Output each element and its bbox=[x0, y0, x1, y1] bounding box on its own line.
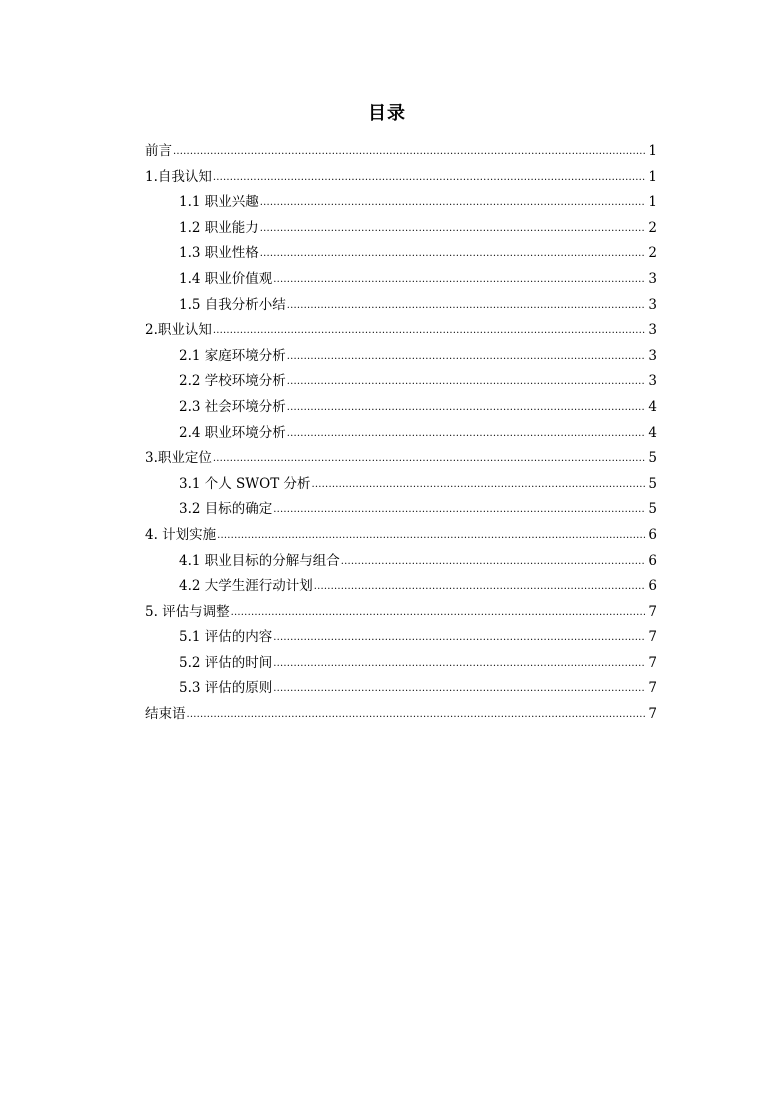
toc-entry[interactable] bbox=[145, 472, 657, 498]
toc-entry-label: 2.职业认知 bbox=[145, 322, 212, 339]
toc-entry[interactable] bbox=[145, 676, 657, 702]
toc-entry-page-number: 4 bbox=[648, 424, 657, 441]
toc-entry[interactable] bbox=[145, 446, 657, 472]
toc-entry-page-number: 5 bbox=[648, 501, 657, 518]
toc-entry[interactable] bbox=[145, 702, 657, 728]
toc-dot-leader bbox=[273, 267, 645, 293]
toc-dot-leader bbox=[287, 344, 646, 370]
toc-dot-leader bbox=[287, 293, 646, 319]
toc-entry-label: 3.职业定位 bbox=[145, 450, 212, 467]
toc-entry[interactable] bbox=[145, 241, 657, 267]
toc-entry-label: 结束语 bbox=[145, 706, 186, 723]
toc-entry-page-number: 6 bbox=[648, 578, 657, 595]
toc-entry-page-number: 2 bbox=[648, 245, 657, 262]
toc-entry-page-number: 7 bbox=[648, 654, 657, 671]
toc-entry-label: 2.4 职业环境分析 bbox=[179, 424, 286, 441]
toc-entry-label: 3.2 目标的确定 bbox=[179, 501, 273, 518]
toc-dot-leader bbox=[287, 369, 646, 395]
toc-entry[interactable] bbox=[145, 267, 657, 293]
toc-entry-label: 5.1 评估的内容 bbox=[179, 629, 273, 646]
toc-entry-label: 4.2 大学生涯行动计划 bbox=[179, 578, 313, 595]
toc-entry-page-number: 5 bbox=[648, 475, 657, 492]
toc-dot-leader bbox=[217, 523, 645, 549]
toc-entry[interactable] bbox=[145, 651, 657, 677]
toc-entry-page-number: 5 bbox=[648, 450, 657, 467]
toc-entry-label: 2.1 家庭环境分析 bbox=[179, 347, 286, 364]
toc-entry[interactable] bbox=[145, 523, 657, 549]
toc-entry-page-number: 1 bbox=[648, 143, 657, 159]
toc-entry-label: 4.1 职业目标的分解与组合 bbox=[179, 552, 340, 569]
toc-entry[interactable] bbox=[145, 625, 657, 651]
toc-title: 目录 bbox=[368, 103, 406, 124]
toc-entry-page-number: 7 bbox=[648, 603, 657, 620]
toc-entry-label: 2.3 社会环境分析 bbox=[179, 398, 286, 415]
toc-entry[interactable] bbox=[145, 165, 657, 191]
toc-entry-label: 前言 bbox=[145, 143, 172, 159]
toc-entry-label: 5.2 评估的时间 bbox=[179, 654, 273, 671]
toc-entry[interactable] bbox=[145, 318, 657, 344]
toc-entry-label: 1.4 职业价值观 bbox=[179, 270, 273, 287]
toc-entry-label: 1.自我认知 bbox=[145, 168, 212, 185]
toc-dot-leader bbox=[287, 421, 646, 447]
toc-dot-leader bbox=[260, 216, 646, 242]
toc-entry[interactable] bbox=[145, 293, 657, 319]
toc-dot-leader bbox=[287, 395, 646, 421]
toc-entry-page-number: 3 bbox=[648, 296, 657, 313]
toc-dot-leader bbox=[273, 497, 645, 523]
toc-dot-leader bbox=[273, 625, 645, 651]
toc-dot-leader bbox=[312, 472, 646, 498]
toc-entry[interactable] bbox=[145, 497, 657, 523]
toc-entry-page-number: 1 bbox=[648, 194, 657, 211]
toc-entry-page-number: 1 bbox=[648, 168, 657, 185]
toc-dot-leader bbox=[260, 241, 646, 267]
toc-dot-leader bbox=[213, 165, 646, 191]
toc-dot-leader bbox=[231, 600, 646, 626]
toc-entry-page-number: 3 bbox=[648, 270, 657, 287]
toc-dot-leader bbox=[173, 139, 645, 165]
toc-entry[interactable] bbox=[145, 421, 657, 447]
toc-entry-label: 1.5 自我分析小结 bbox=[179, 296, 286, 313]
toc-entry-page-number: 7 bbox=[648, 706, 657, 723]
toc-entry[interactable] bbox=[145, 395, 657, 421]
toc-entry-page-number: 6 bbox=[648, 526, 657, 543]
toc-entry[interactable] bbox=[145, 549, 657, 575]
toc-entry-label: 4. 计划实施 bbox=[145, 526, 217, 543]
toc-entry-page-number: 2 bbox=[648, 219, 657, 236]
toc-dot-leader bbox=[213, 446, 646, 472]
toc-dot-leader bbox=[260, 190, 646, 216]
table-of-contents bbox=[145, 139, 657, 728]
toc-dot-leader bbox=[273, 651, 645, 677]
toc-dot-leader bbox=[213, 318, 646, 344]
toc-entry-page-number: 7 bbox=[648, 629, 657, 646]
toc-entry[interactable] bbox=[145, 190, 657, 216]
toc-entry-page-number: 7 bbox=[648, 680, 657, 697]
toc-entry-label: 5.3 评估的原则 bbox=[179, 680, 273, 697]
toc-entry[interactable] bbox=[145, 369, 657, 395]
toc-entry[interactable] bbox=[145, 139, 657, 165]
toc-dot-leader bbox=[314, 574, 646, 600]
toc-entry-page-number: 3 bbox=[648, 347, 657, 364]
toc-entry-page-number: 4 bbox=[648, 398, 657, 415]
toc-entry-label: 2.2 学校环境分析 bbox=[179, 373, 286, 390]
toc-entry-page-number: 6 bbox=[648, 552, 657, 569]
toc-entry-label: 1.1 职业兴趣 bbox=[179, 194, 259, 211]
toc-entry-page-number: 3 bbox=[648, 373, 657, 390]
toc-dot-leader bbox=[273, 676, 645, 702]
toc-entry[interactable] bbox=[145, 600, 657, 626]
toc-entry[interactable] bbox=[145, 574, 657, 600]
toc-entry-label: 3.1 个人 SWOT 分析 bbox=[179, 475, 311, 492]
toc-entry-page-number: 3 bbox=[648, 322, 657, 339]
toc-entry-label: 1.2 职业能力 bbox=[179, 219, 259, 236]
toc-dot-leader bbox=[341, 549, 646, 575]
toc-dot-leader bbox=[187, 702, 646, 728]
toc-entry[interactable] bbox=[145, 344, 657, 370]
toc-entry[interactable] bbox=[145, 216, 657, 242]
toc-entry-label: 5. 评估与调整 bbox=[145, 603, 230, 620]
toc-entry-label: 1.3 职业性格 bbox=[179, 245, 259, 262]
